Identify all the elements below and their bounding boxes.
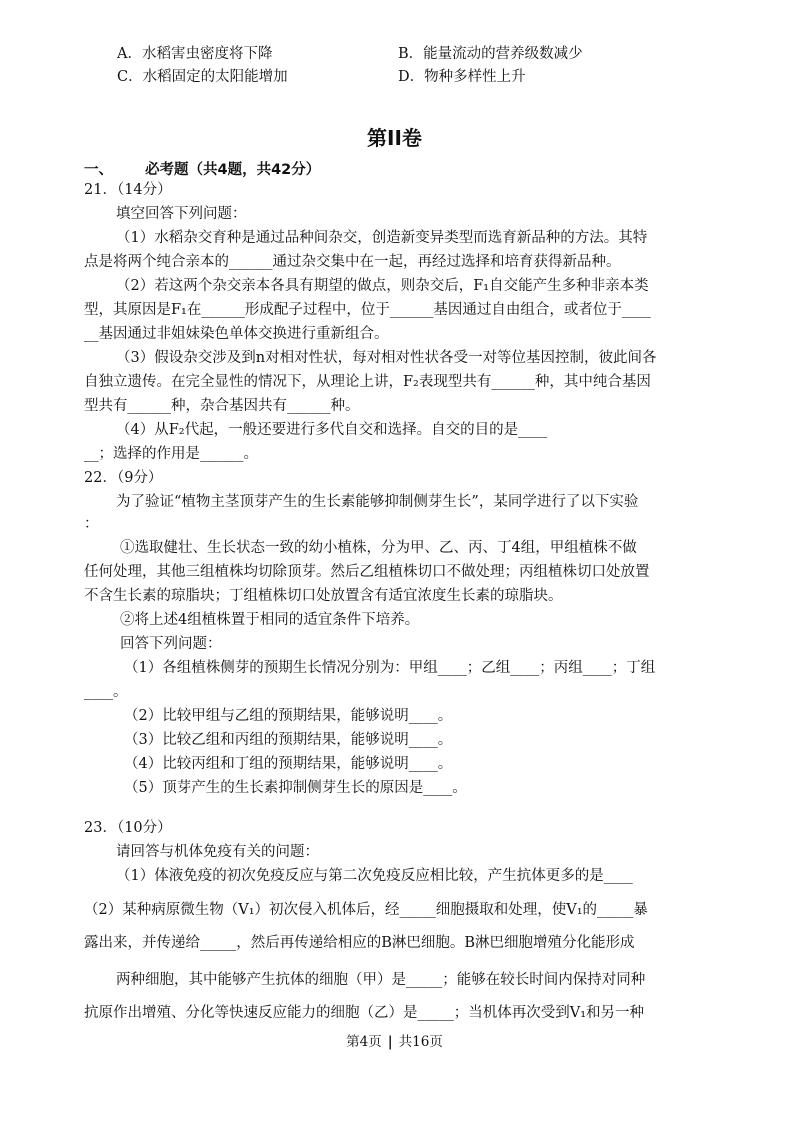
text-line: 回答下列问题：: [120, 636, 222, 652]
text-line: 两种细胞，其中能够产生抗体的细胞（甲）是_____；能够在较长时间内保持对同种: [116, 972, 646, 988]
text-line: （5）顶芽产生的生长素抑制侧芽生长的原因是____。: [124, 780, 467, 796]
text-line: ____。: [84, 684, 128, 700]
section-number: 一、: [84, 162, 113, 178]
text-line: （1）各组植株侧芽的预期生长情况分别为：甲组____；乙组____；丙组____；丁组: [124, 660, 656, 676]
text-line: __；选择的作用是______。: [84, 446, 258, 462]
text-line: 型，其原因是F₁在______形成配子过程中，位于______基因通过自由组合，或者位于____: [84, 302, 651, 318]
page-number: 第4页: [346, 1034, 382, 1050]
text-line: 为了验证“植物主茎顶芽产生的生长素能够抑制侧芽生长”，某同学进行了以下实验: [116, 494, 639, 510]
text-line: （1）水稻杂交育种是通过品种间杂交，创造新变异类型而选育新品种的方法。其特: [116, 230, 648, 246]
option-c: C．水稻固定的太阳能增加: [117, 69, 288, 85]
text-line: （3）假设杂交涉及到n对相对性状，每对相对性状各受一对等位基因控制，彼此间各: [116, 350, 657, 366]
text-line: （2）某种病原微生物（V₁）初次侵入机体后，经_____细胞摄取和处理，使V₁的_____暴: [84, 902, 648, 918]
section-title: 必考题（共4题，共42分）: [145, 162, 321, 178]
text-line: 21．（14分）: [84, 182, 172, 198]
text-line: 22．（9分）: [84, 470, 163, 486]
page-total: 共16页: [398, 1034, 443, 1050]
text-line: 型共有______种，杂合基因共有______种。: [84, 398, 360, 414]
text-line: ①选取健壮、生长状态一致的幼小植株，分为甲、乙、丙、丁4组，甲组植株不做: [120, 540, 637, 556]
volume-title: 第II卷: [367, 126, 422, 150]
text-line: （3）比较乙组和丙组的预期结果，能够说明____。: [124, 732, 453, 748]
text-line: （4）比较丙组和丁组的预期结果，能够说明____。: [124, 756, 453, 772]
text-line: ：: [84, 516, 99, 532]
text-line: 填空回答下列问题：: [116, 206, 247, 222]
option-d: D．物种多样性上升: [398, 69, 526, 85]
option-a: A．水稻害虫密度将下降: [117, 46, 273, 62]
page-footer: [0, 1030, 789, 1050]
text-line: 23．（10分）: [84, 820, 172, 836]
text-line: 请回答与机体免疫有关的问题：: [116, 844, 319, 860]
text-line: 不含生长素的琼脂块；丁组植株切口处放置含有适宜浓度生长素的琼脂块。: [84, 588, 563, 604]
text-line: 点是将两个纯合亲本的______通过杂交集中在一起，再经过选择和培育获得新品种。: [84, 254, 621, 270]
text-line: （4）从F₂代起，一般还要进行多代自交和选择。自交的目的是____: [116, 422, 548, 438]
text-line: （1）体液免疫的初次免疫反应与第二次免疫反应相比较，产生抗体更多的是____: [116, 868, 633, 884]
footer-separator: |: [387, 1034, 393, 1050]
text-line: （2）若这两个杂交亲本各具有期望的做点，则杂交后，F₁自交能产生多种非亲本类: [116, 278, 649, 294]
text-line: 自独立遗传。在完全显性的情况下，从理论上讲，F₂表现型共有______种，其中纯合基因: [84, 374, 651, 390]
text-line: （2）比较甲组与乙组的预期结果，能够说明____。: [124, 708, 453, 724]
text-line: 任何处理，其他三组植株均切除顶芽。然后乙组植株切口不做处理；丙组植株切口处放置: [84, 564, 650, 580]
text-line: ②将上述4组植株置于相同的适宜条件下培养。: [120, 612, 420, 628]
text-line: __基因通过非姐妹染色单体交换进行重新组合。: [84, 326, 389, 342]
text-line: 抗原作出增殖、分化等快速反应能力的细胞（乙）是_____；当机体再次受到V₁和另一种: [84, 1005, 645, 1021]
text-line: 露出来，并传递给_____，然后再传递给相应的B淋巴细胞。B淋巴细胞增殖分化能形成: [84, 935, 635, 951]
option-b: B．能量流动的营养级数减少: [398, 46, 583, 62]
